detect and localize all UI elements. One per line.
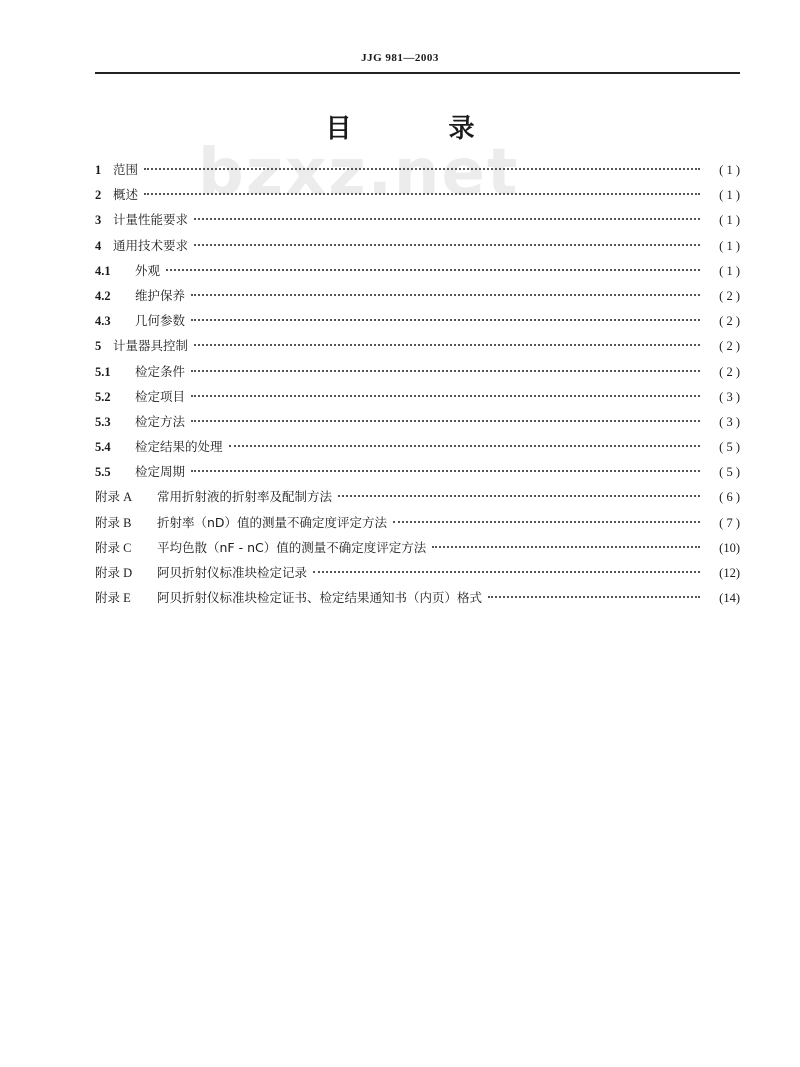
toc-dot-leader (194, 344, 700, 346)
toc-entry-page: ( 2 ) (719, 288, 740, 303)
toc-entry[interactable] (95, 588, 740, 613)
toc-entry-title: 范围 (113, 162, 139, 177)
toc-entry-number: 附录 A (95, 490, 133, 505)
toc-entry-title: 阿贝折射仪标准块检定记录 (157, 565, 308, 580)
toc-entry-title: 常用折射液的折射率及配制方法 (157, 489, 333, 505)
toc-entry-title: 计量器具控制 (113, 338, 189, 354)
toc-entry[interactable] (95, 185, 740, 210)
toc-entry-page: ( 1 ) (719, 188, 740, 203)
toc-entry-number: 附录 D (95, 566, 133, 580)
toc-entry-title: 检定条件 (135, 363, 186, 379)
toc-dot-leader (229, 445, 700, 447)
toc-entry-page: ( 1 ) (719, 263, 740, 278)
toc-entry[interactable] (95, 236, 740, 261)
toc-entry-title: 折射率（nD）值的测量不确定度评定方法 (157, 514, 388, 530)
toc-entry-number: 5.5 (95, 465, 111, 480)
toc-entry-page: ( 2 ) (719, 314, 740, 329)
toc-entry-number: 附录 C (95, 540, 132, 555)
toc-entry[interactable] (95, 513, 740, 538)
toc-dot-leader (194, 244, 700, 246)
toc-entry-number: 4.1 (95, 263, 111, 278)
toc-entry-number: 4.3 (95, 314, 111, 329)
toc-entry[interactable] (95, 362, 740, 387)
toc-entry-page: (14) (719, 591, 740, 606)
toc-dot-leader (191, 294, 700, 296)
toc-entry-title: 阿贝折射仪标准块检定证书、检定结果通知书（内页）格式 (157, 590, 483, 606)
toc-entry-page: ( 7 ) (719, 515, 740, 530)
toc-entry[interactable] (95, 538, 740, 563)
toc-entry[interactable] (95, 286, 740, 311)
toc-entry-number: 2 (95, 188, 102, 203)
toc-entry-title: 计量性能要求 (113, 212, 189, 228)
toc-dot-leader (144, 193, 700, 195)
toc-dot-leader (488, 596, 700, 598)
toc-entry[interactable] (95, 387, 740, 412)
toc-entry-number: 5.4 (95, 440, 111, 455)
toc-entry-number: 5 (95, 339, 102, 354)
toc-dot-leader (338, 495, 700, 497)
toc-entry-title: 维护保养 (135, 287, 186, 303)
toc-entry-page: ( 5 ) (719, 465, 740, 480)
toc-entry-title: 外观 (135, 262, 161, 278)
toc-dot-leader (191, 319, 700, 321)
toc-entry-page: (10) (719, 540, 740, 555)
toc-entry-number: 5.1 (95, 364, 111, 379)
toc-entry-page: ( 1 ) (719, 238, 740, 253)
toc-entry-title: 检定结果的处理 (135, 439, 223, 455)
watermark: bzxz.net (198, 136, 520, 210)
toc-entry-page: ( 2 ) (719, 364, 740, 379)
toc-entry[interactable] (95, 311, 740, 336)
toc-entry[interactable] (95, 160, 740, 185)
toc-entry[interactable] (95, 210, 740, 235)
header-rule (95, 72, 740, 74)
toc-dot-leader (191, 470, 700, 472)
toc-entry-title: 检定周期 (135, 464, 186, 480)
toc-entry-number: 4.2 (95, 288, 111, 303)
table-of-contents (95, 160, 740, 613)
toc-entry-page: ( 6 ) (719, 490, 740, 505)
toc-entry-page: ( 3 ) (719, 389, 740, 404)
toc-entry-page: (12) (719, 566, 740, 580)
toc-entry-title: 概述 (113, 187, 139, 203)
toc-entry[interactable] (95, 412, 740, 437)
toc-dot-leader (191, 395, 700, 397)
toc-entry-page: ( 5 ) (719, 440, 740, 455)
toc-entry-page: ( 3 ) (719, 414, 740, 429)
toc-entry[interactable] (95, 437, 740, 462)
toc-entry-title: 平均色散（nF - nC）值的测量不确定度评定方法 (157, 539, 427, 555)
toc-dot-leader (313, 571, 700, 573)
toc-dot-leader (194, 218, 700, 220)
toc-dot-leader (432, 546, 700, 548)
toc-dot-leader (191, 370, 700, 372)
toc-entry-page: ( 2 ) (719, 339, 740, 354)
toc-entry-page: ( 1 ) (719, 163, 740, 177)
toc-entry-number: 5.3 (95, 414, 111, 429)
toc-dot-leader (393, 521, 700, 523)
toc-entry[interactable] (95, 336, 740, 361)
toc-entry[interactable] (95, 563, 740, 588)
toc-entry-number: 附录 B (95, 515, 132, 530)
toc-dot-leader (166, 269, 700, 271)
toc-dot-leader (191, 420, 700, 422)
toc-entry-number: 3 (95, 213, 102, 228)
toc-entry-title: 检定方法 (135, 413, 186, 429)
toc-entry-number: 4 (95, 238, 102, 253)
toc-entry[interactable] (95, 261, 740, 286)
toc-entry-title: 通用技术要求 (113, 237, 189, 253)
toc-entry-title: 检定项目 (135, 388, 186, 404)
toc-entry-page: ( 1 ) (719, 213, 740, 228)
toc-entry-number: 5.2 (95, 389, 111, 404)
page-title: 目 录 (325, 114, 519, 144)
toc-entry-number: 1 (95, 163, 102, 177)
toc-entry[interactable] (95, 487, 740, 512)
toc-entry-number: 附录 E (95, 591, 131, 606)
toc-entry-title: 几何参数 (135, 313, 186, 329)
toc-entry[interactable] (95, 462, 740, 487)
document-code: JJG 981—2003 (361, 52, 439, 64)
toc-dot-leader (144, 168, 700, 170)
